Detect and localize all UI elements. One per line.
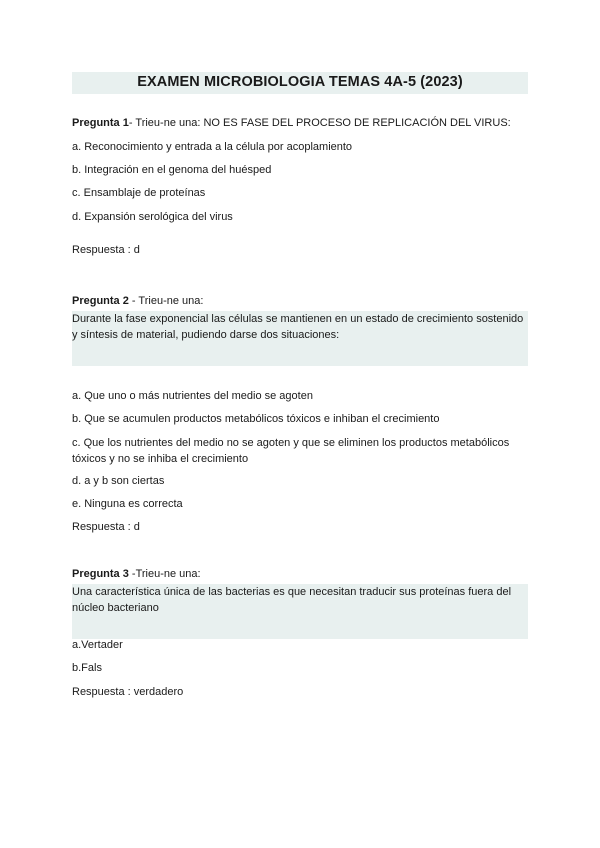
question-3-statement: Una característica única de las bacterias es que necesitan traducir sus proteínas fuera del núcleo bacteriano (72, 586, 512, 614)
question-3-header (72, 568, 201, 580)
question-1-prompt: - Trieu-ne una: NO ES FASE DEL PROCESO DE REPLICACIÓN DEL VIRUS: (128, 117, 511, 129)
question-1-option-a: a. Reconocimiento y entrada a la célula por acoplamiento (72, 141, 353, 153)
question-2-option-d: d. a y b son ciertas (72, 475, 165, 487)
question-2-option-c: c. Que los nutrientes del medio no se agoten y que se eliminen los productos metabólicos tóxicos y no se inhiba el crecimiento (72, 437, 510, 465)
question-1-answer: Respuesta : d (72, 244, 140, 256)
question-2-statement: Durante la fase exponencial las células se mantienen en un estado de crecimiento sostenido y síntesis de material, pudiendo darse dos situaciones: (72, 313, 524, 341)
question-1-header (72, 117, 511, 129)
question-2-header (72, 295, 203, 307)
question-2-label: Pregunta 2 (72, 295, 129, 307)
question-1-option-c: c. Ensamblaje de proteínas (72, 187, 206, 199)
question-1-option-b: b. Integración en el genoma del huésped (72, 164, 272, 176)
question-1-option-d: d. Expansión serológica del virus (72, 211, 233, 223)
page-title: EXAMEN MICROBIOLOGIA TEMAS 4A-5 (2023) (137, 74, 463, 90)
question-3-prompt: -Trieu-ne una: (128, 568, 201, 580)
question-3-option-b: b.Fals (72, 662, 102, 674)
question-2-option-b: b. Que se acumulen productos metabólicos tóxicos e inhiban el crecimiento (72, 413, 440, 425)
question-3-answer: Respuesta : verdadero (72, 686, 184, 698)
question-3-label: Pregunta 3 (72, 568, 129, 580)
question-2-option-a: a. Que uno o más nutrientes del medio se agoten (72, 390, 313, 402)
question-2-prompt: - Trieu-ne una: (128, 295, 204, 307)
question-1-label: Pregunta 1 (72, 117, 129, 129)
question-3-option-a: a.Vertader (72, 639, 123, 651)
question-2-answer: Respuesta : d (72, 521, 140, 533)
question-2-option-e: e. Ninguna es correcta (72, 498, 183, 510)
